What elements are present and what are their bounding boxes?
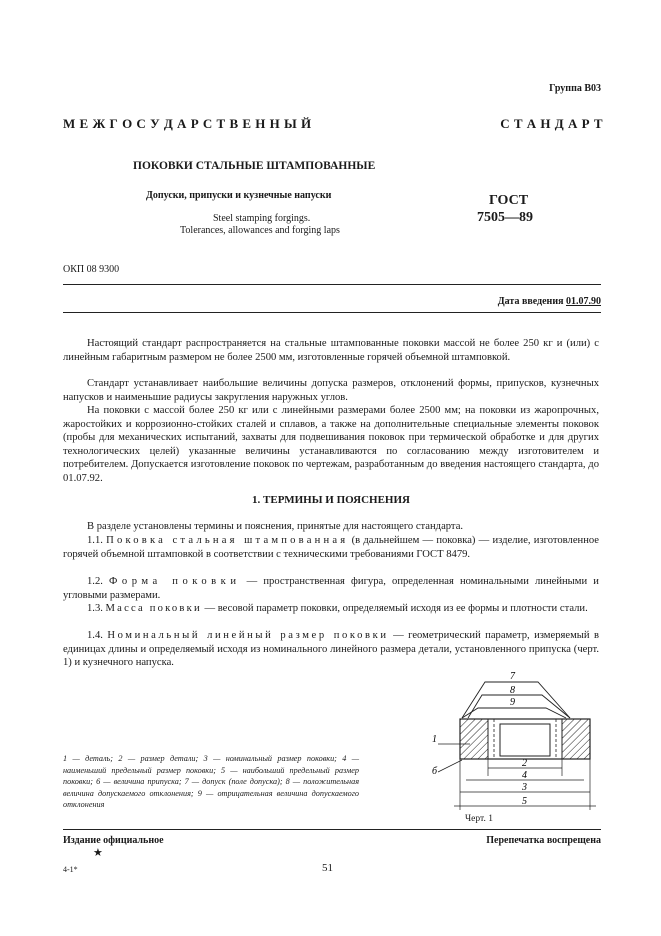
term-definition: — геометрический параметр, измеряемый в единицах длины и определяемый исходя из номинального линейного размера детали, установленного припуска (черт. 1) и кузнечного напуска. (63, 630, 599, 669)
gost-code: 7505—89 (477, 210, 533, 225)
gost-number (477, 192, 533, 226)
term-1-3 (63, 602, 599, 616)
standard-type-heading (63, 116, 603, 132)
term-1-1 (63, 534, 599, 561)
divider (63, 829, 601, 830)
term-name: Форма поковки (109, 576, 241, 587)
dimension-7-line (462, 682, 570, 718)
figure-caption: Черт. 1 (465, 814, 493, 824)
label-3: 3 (522, 782, 527, 793)
label-2: 2 (522, 758, 527, 769)
page-number: 51 (322, 862, 333, 874)
term-definition: (в дальнейшем — поковка) — изделие, изготовленное горячей объемной штамповкой в соответствии с техническими требованиями ГОСТ 8479. (63, 535, 599, 560)
label-5: 5 (522, 796, 527, 807)
section-heading: 1. ТЕРМИНЫ И ПОЯСНЕНИЯ (252, 494, 410, 506)
section-lead: В разделе установлены термины и пояснения, принятые для настоящего стандарта. (87, 521, 464, 532)
term-number: 1.3. (87, 603, 103, 614)
english-title-1: Steel stamping forgings. (213, 213, 311, 224)
date-label: Дата введения (497, 296, 564, 307)
term-name: Поковка стальная штампованная (106, 535, 349, 546)
reprint-notice: Перепечатка воспрещена (486, 835, 601, 846)
group-code: Группа В03 (549, 83, 601, 94)
date-value: 01.07.90 (566, 296, 601, 307)
gost-label: ГОСТ (489, 193, 529, 208)
label-1: 1 (432, 734, 437, 745)
star-icon: ★ (93, 847, 103, 859)
cavity (500, 724, 550, 756)
term-name: Номинальный линейный размер поковки (107, 630, 389, 641)
label-8: 8 (510, 685, 515, 696)
print-code: 4-1* (63, 865, 78, 874)
intro-paragraph-2: Стандарт устанавливает наибольшие величины допуска размеров, отклонений формы, припусков, кузнечных напусков и наименьшие радиусы закругления наружных углов. (63, 378, 599, 403)
drawing-1 (420, 668, 610, 816)
dimension-9-line (462, 708, 566, 718)
introduction-date (498, 296, 601, 307)
document-subtitle: Допуски, припуски и кузнечные напуски (146, 190, 332, 201)
standard-word: С Т А Н Д А Р Т (500, 116, 603, 131)
term-1-2 (63, 575, 599, 602)
label-4: 4 (522, 770, 527, 781)
label-6: б (432, 766, 438, 777)
english-title-2: Tolerances, allowances and forging laps (180, 225, 340, 236)
divider (63, 312, 601, 313)
term-definition: — весовой параметр поковки, определяемый исходя из ее формы и плотности стали. (204, 603, 588, 614)
edition-label: Издание официальное (63, 835, 164, 846)
figure-legend: 1 — деталь; 2 — размер детали; 3 — номинальный размер поковки; 4 — наименьший предельный размер поковки; 5 — наибольший предельный размер поковки; 6 — величина припуска; 7 — допуск (поле допуска); 8 — положительная величина допускаемого отклонения; 9 — отрицательная величина допускаемого отклонения (63, 754, 359, 810)
label-7: 7 (510, 671, 515, 682)
divider (63, 284, 601, 285)
term-name: Масса поковки (105, 603, 202, 614)
part-wall-left (460, 719, 488, 759)
intro-paragraph-3: На поковки с массой более 250 кг или с линейными размерами более 2500 мм; на поковки из жаропрочных, жаростойких и коррозионно-стойких сталей и сплавов, а также на дополнительные специальные элементы поковок (пробы для механических испытаний, захваты для подвешивания поковок при термической обработке и для других технологических целей) указанные величины устанавливаются по согласованию между изготовителем и потребителем. Допускается изготовление поковок по чертежам, разработанным до введения настоящего стандарта, до 01.07.92. (63, 405, 599, 484)
dimension-8-line (468, 695, 570, 718)
label-9: 9 (510, 697, 515, 708)
intro-paragraph-1: Настоящий стандарт распространяется на стальные штампованные поковки массой не более 250 кг и (или) с линейным габаритным размером не более 2500 мм, изготовленные горячей объемной штамповкой. (63, 338, 599, 363)
term-number: 1.2. (87, 576, 103, 587)
term-1-4 (63, 629, 599, 670)
document-title: ПОКОВКИ СТАЛЬНЫЕ ШТАМПОВАННЫЕ (133, 160, 376, 172)
term-definition: — пространственная фигура, определенная номинальными линейными и угловыми размерами. (63, 576, 599, 601)
okp-code: ОКП 08 9300 (63, 264, 120, 275)
term-number: 1.1. (87, 535, 103, 546)
interstate-word: М Е Ж Г О С У Д А Р С Т В Е Н Н Ы Й (63, 116, 312, 131)
part-wall-right (562, 719, 590, 759)
term-number: 1.4. (87, 630, 103, 641)
